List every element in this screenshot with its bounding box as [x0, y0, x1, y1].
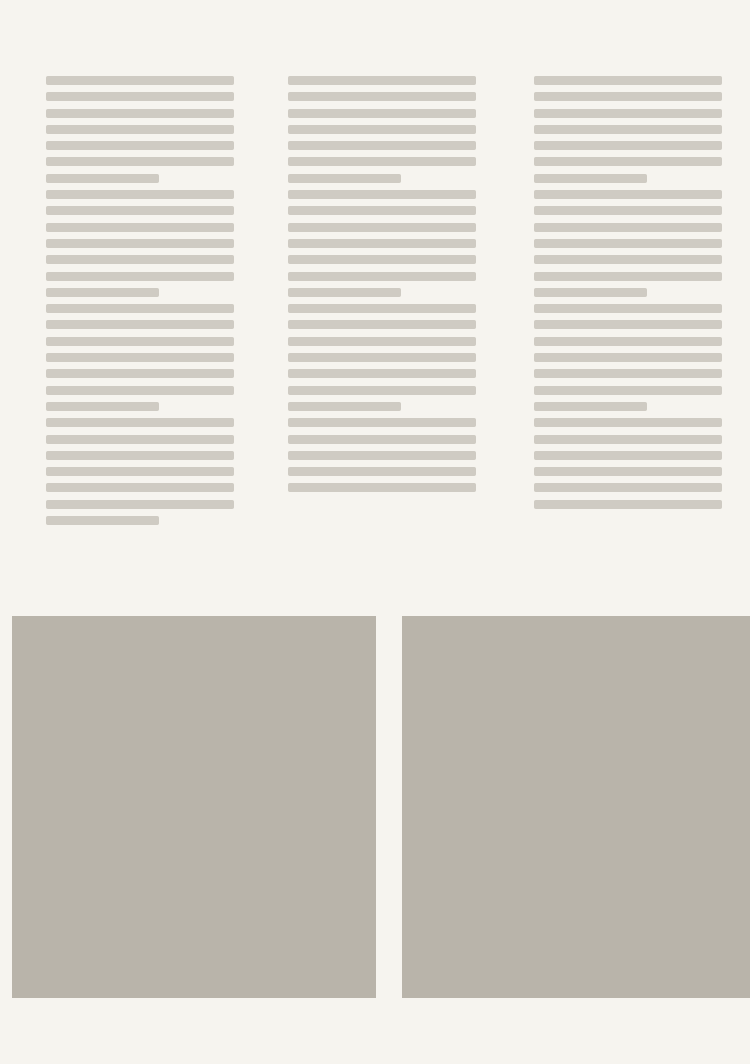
text-line-placeholder [534, 206, 722, 215]
text-line-placeholder [534, 483, 722, 492]
text-line-placeholder [288, 206, 476, 215]
text-line-placeholder [534, 76, 722, 85]
text-line-placeholder [288, 353, 476, 362]
text-line-placeholder [534, 174, 647, 183]
text-line-placeholder [288, 386, 476, 395]
text-line-placeholder [46, 223, 234, 232]
text-line-placeholder [534, 386, 722, 395]
text-line-placeholder [46, 337, 234, 346]
text-line-placeholder [534, 109, 722, 118]
text-line-placeholder [46, 288, 159, 297]
text-line-placeholder [46, 255, 234, 264]
text-line-placeholder [46, 483, 234, 492]
text-line-placeholder [288, 337, 476, 346]
text-line-placeholder [288, 239, 476, 248]
text-line-placeholder [534, 125, 722, 134]
text-line-placeholder [46, 451, 234, 460]
text-line-placeholder [534, 304, 722, 313]
text-line-placeholder [288, 109, 476, 118]
text-line-placeholder [288, 223, 476, 232]
text-line-placeholder [288, 402, 401, 411]
text-line-placeholder [288, 369, 476, 378]
text-line-placeholder [46, 109, 234, 118]
text-line-placeholder [288, 255, 476, 264]
text-line-placeholder [46, 386, 234, 395]
text-line-placeholder [46, 500, 234, 509]
text-line-placeholder [534, 92, 722, 101]
text-line-placeholder [46, 190, 234, 199]
text-line-placeholder [534, 239, 722, 248]
text-line-placeholder [534, 418, 722, 427]
text-line-placeholder [534, 402, 647, 411]
text-line-placeholder [46, 272, 234, 281]
text-line-placeholder [46, 125, 234, 134]
text-column-2 [288, 76, 476, 500]
text-line-placeholder [534, 157, 722, 166]
text-line-placeholder [534, 337, 722, 346]
text-line-placeholder [46, 402, 159, 411]
text-line-placeholder [46, 92, 234, 101]
text-line-placeholder [288, 272, 476, 281]
text-line-placeholder [46, 239, 234, 248]
text-line-placeholder [46, 467, 234, 476]
text-line-placeholder [534, 288, 647, 297]
text-line-placeholder [46, 206, 234, 215]
text-line-placeholder [288, 190, 476, 199]
text-line-placeholder [288, 174, 401, 183]
text-line-placeholder [288, 483, 476, 492]
text-line-placeholder [534, 272, 722, 281]
text-line-placeholder [288, 435, 476, 444]
text-line-placeholder [288, 76, 476, 85]
text-line-placeholder [288, 467, 476, 476]
text-line-placeholder [46, 320, 234, 329]
text-line-placeholder [534, 320, 722, 329]
text-line-placeholder [46, 418, 234, 427]
text-line-placeholder [534, 353, 722, 362]
text-column-1 [46, 76, 234, 532]
text-line-placeholder [534, 435, 722, 444]
text-line-placeholder [46, 76, 234, 85]
text-line-placeholder [288, 288, 401, 297]
text-line-placeholder [288, 141, 476, 150]
text-line-placeholder [288, 125, 476, 134]
text-line-placeholder [288, 320, 476, 329]
text-line-placeholder [288, 92, 476, 101]
text-line-placeholder [288, 304, 476, 313]
text-line-placeholder [534, 500, 722, 509]
text-line-placeholder [46, 304, 234, 313]
text-line-placeholder [534, 255, 722, 264]
photo-right [402, 616, 750, 998]
text-line-placeholder [534, 190, 722, 199]
text-line-placeholder [534, 467, 722, 476]
text-line-placeholder [46, 353, 234, 362]
photo-left [12, 616, 376, 998]
text-line-placeholder [288, 157, 476, 166]
text-column-3 [534, 76, 722, 516]
text-line-placeholder [46, 141, 234, 150]
text-line-placeholder [534, 141, 722, 150]
text-line-placeholder [46, 157, 234, 166]
text-line-placeholder [534, 223, 722, 232]
text-line-placeholder [534, 369, 722, 378]
text-line-placeholder [288, 418, 476, 427]
text-line-placeholder [46, 516, 159, 525]
text-line-placeholder [46, 369, 234, 378]
text-line-placeholder [46, 435, 234, 444]
text-line-placeholder [46, 174, 159, 183]
text-line-placeholder [534, 451, 722, 460]
text-line-placeholder [288, 451, 476, 460]
